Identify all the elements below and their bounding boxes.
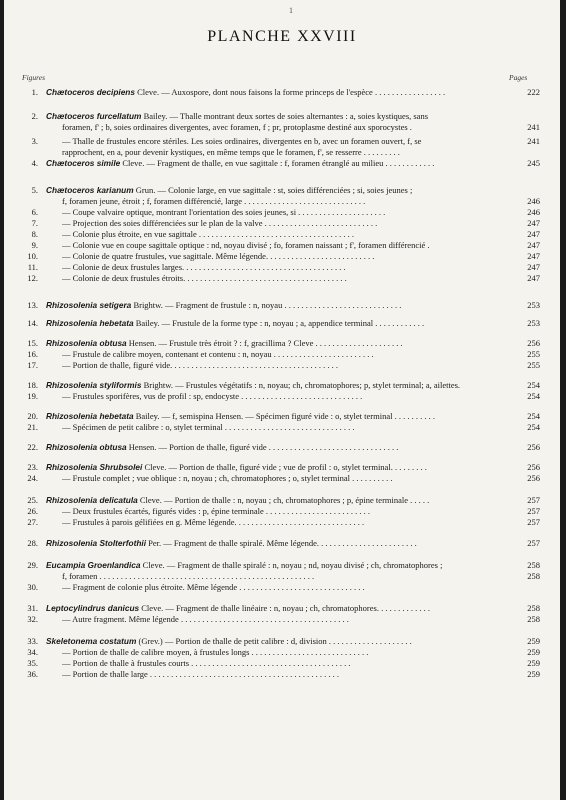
legend-description: — Portion de thalle à frustules courts . . . . . . . . . . . . . . . . . . . . . . . . . . . . . . . . . . . . . . xyxy=(62,658,351,668)
page-reference: 259 xyxy=(527,647,540,657)
species-name: Chætoceros karianum xyxy=(46,185,134,195)
legend-text xyxy=(46,318,496,329)
legend-description: Cleve. — Portion de thalle : n, noyau ; ch, chromatophores ; p, épine terminale . . . . . xyxy=(137,495,430,505)
figure-number: 3. xyxy=(31,136,38,146)
species-name: Chætoceros decipiens xyxy=(46,87,135,97)
figure-number: 19. xyxy=(27,391,38,401)
page-reference: 258 xyxy=(527,560,540,570)
legend-description: (Grev.) — Portion de thalle de petit calibre : d, division . . . . . . . . . . . . . . . . . . . . xyxy=(136,636,412,646)
figure-number: 5. xyxy=(31,185,38,195)
figure-number: 10. xyxy=(27,251,38,261)
page-reference: 222 xyxy=(527,87,540,97)
legend-description: — Colonie plus étroite, en vue sagittale . . . . . . . . . . . . . . . . . . . . . . . . . . . . . . . . . . . . . xyxy=(62,229,355,239)
legend-description: Bailey. — Frustule de la forme type : n, noyau ; a, appendice terminal . . . . . . . . . . . . xyxy=(133,318,425,328)
figure-number: 28. xyxy=(27,538,38,548)
legend-description: — Portion de thalle de calibre moyen, à frustules longs . . . . . . . . . . . . . . . . . . . . . . . . . . . . xyxy=(62,647,369,657)
legend-description: Bailey. — f, semispina Hensen. — Spécimen figuré vide : o, stylet terminal . . . . . . . . . . xyxy=(133,411,435,421)
legend-description: foramen, f' ; b, soies ordinaires divergentes, avec foramen, f ; pr, protoplasme destiné aux sporocystes . xyxy=(62,122,412,132)
species-name: Rhizosolenia setigera xyxy=(46,300,132,310)
legend-description: — Portion de thalle, figuré vide. . . . . . . . . . . . . . . . . . . . . . . . . . . . . . . . . . . . . . . . xyxy=(62,360,338,370)
legend-description: Per. — Fragment de thalle spiralé. Même légende. . . . . . . . . . . . . . . . . . . . . . . . xyxy=(146,538,417,548)
legend-text xyxy=(46,495,496,506)
page-reference: 253 xyxy=(527,318,540,328)
legend-text xyxy=(46,462,496,473)
page-reference: 255 xyxy=(527,349,540,359)
figure-number: 9. xyxy=(31,240,38,250)
legend-text xyxy=(62,240,512,251)
legend-description: — Spécimen de petit calibre : o, stylet terminal . . . . . . . . . . . . . . . . . . . . . . . . . . . . . . . xyxy=(62,422,355,432)
legend-description: — Frustule de calibre moyen, contenant et contenu : n, noyau . . . . . . . . . . . . . . . . . . . . . . . . xyxy=(62,349,374,359)
figure-number: 26. xyxy=(27,506,38,516)
species-name: Chætoceros simile xyxy=(46,158,121,168)
figure-number: 22. xyxy=(27,442,38,452)
page-reference: 257 xyxy=(527,517,540,527)
page-reference: 256 xyxy=(527,338,540,348)
legend-text xyxy=(46,87,496,98)
figure-number: 7. xyxy=(31,218,38,228)
figure-number: 34. xyxy=(27,647,38,657)
legend-text xyxy=(46,636,496,647)
page-reference: 253 xyxy=(527,300,540,310)
page-reference: 247 xyxy=(527,273,540,283)
legend-text xyxy=(62,229,512,240)
legend-text xyxy=(62,422,512,433)
page-reference: 257 xyxy=(527,538,540,548)
legend-text xyxy=(62,349,512,360)
legend-text xyxy=(62,571,496,582)
legend-description: — Projection des soies différenciées sur le plan de la valve . . . . . . . . . . . . . . . . . . . . . . . . . . . xyxy=(62,218,378,228)
legend-text xyxy=(62,147,496,158)
page-reference: 256 xyxy=(527,442,540,452)
species-name: Rhizosolenia Shrubsolei xyxy=(46,462,143,472)
page-reference: 247 xyxy=(527,229,540,239)
page-reference: 246 xyxy=(527,207,540,217)
figures-column-header: Figures xyxy=(22,73,46,82)
legend-description: Hensen. — Portion de thalle, figuré vide . . . . . . . . . . . . . . . . . . . . . . . . . . . . . . . xyxy=(126,442,399,452)
figure-number: 31. xyxy=(27,603,38,613)
figure-number: 15. xyxy=(27,338,38,348)
page-reference: 259 xyxy=(527,636,540,646)
legend-text xyxy=(62,582,512,593)
page-reference: 257 xyxy=(527,506,540,516)
page-reference: 255 xyxy=(527,360,540,370)
page-reference: 256 xyxy=(527,473,540,483)
figure-number: 4. xyxy=(31,158,38,168)
legend-text xyxy=(62,262,512,273)
page-reference: 259 xyxy=(527,669,540,679)
legend-description: Grun. — Colonie large, en vue sagittale : st, soies différenciées ; si, soies jeunes ; xyxy=(133,185,413,195)
page-reference: 259 xyxy=(527,658,540,668)
legend-description: — Colonie de quatre frustules, vue sagittale. Même légende. . . . . . . . . . . . . . . . . . . . . . . . . . xyxy=(62,251,375,261)
legend-text xyxy=(62,196,496,207)
page-reference: 241 xyxy=(527,136,540,146)
figure-number: 27. xyxy=(27,517,38,527)
species-name: Leptocylindrus danicus xyxy=(46,603,140,613)
figure-number: 30. xyxy=(27,582,38,592)
legend-description: Cleve. — Fragment de thalle linéaire : n, noyau ; ch, chromatophores. . . . . . . . . . . . . xyxy=(139,603,430,613)
legend-description: — Coupe valvaire optique, montrant l'orientation des soies jeunes, si . . . . . . . . . . . . . . . . . . . . . xyxy=(62,207,386,217)
figure-number: 23. xyxy=(27,462,38,472)
legend-text xyxy=(62,207,512,218)
legend-text xyxy=(62,647,512,658)
figure-number: 17. xyxy=(27,360,38,370)
figure-number: 33. xyxy=(27,636,38,646)
figure-number: 25. xyxy=(27,495,38,505)
legend-text xyxy=(46,603,496,614)
figure-number: 2. xyxy=(31,111,38,121)
species-name: Rhizosolenia hebetata xyxy=(46,318,134,328)
figure-number: 13. xyxy=(27,300,38,310)
legend-description: — Fragment de colonie plus étroite. Même légende . . . . . . . . . . . . . . . . . . . . . . . . . . . . . . xyxy=(62,582,365,592)
species-name: Rhizosolenia delicatula xyxy=(46,495,138,505)
plate-title: PLANCHE XXVIII xyxy=(207,28,357,45)
legend-text xyxy=(46,560,496,571)
legend-description: — Autre fragment. Même légende . . . . . . . . . . . . . . . . . . . . . . . . . . . . . . . . . . . . . . . . xyxy=(62,614,349,624)
species-name: Rhizosolenia hebetata xyxy=(46,411,134,421)
legend-text xyxy=(46,380,496,391)
species-name: Skeletonema costatum xyxy=(46,636,137,646)
figure-number: 8. xyxy=(31,229,38,239)
figure-number: 20. xyxy=(27,411,38,421)
document-page xyxy=(4,0,560,800)
species-name: Rhizosolenia obtusa xyxy=(46,338,127,348)
legend-text xyxy=(62,360,512,371)
figure-number: 24. xyxy=(27,473,38,483)
species-name: Rhizosolenia obtusa xyxy=(46,442,127,452)
legend-description: — Colonie de deux frustules larges. . . . . . . . . . . . . . . . . . . . . . . . . . . . . . . . . . . . . . . xyxy=(62,262,346,272)
page-reference: 245 xyxy=(527,158,540,168)
page-reference: 258 xyxy=(527,614,540,624)
legend-description: — Portion de thalle large . . . . . . . . . . . . . . . . . . . . . . . . . . . . . . . . . . . . . . . . . . . . . xyxy=(62,669,340,679)
figure-number: 16. xyxy=(27,349,38,359)
pages-column-header: Pages xyxy=(509,73,528,82)
figure-number: 6. xyxy=(31,207,38,217)
legend-description: rapprochent, en a, pour devenir kystiques, en même temps que le foramen, f', se resserre . . . . . . . . . xyxy=(62,147,400,157)
legend-text xyxy=(62,658,512,669)
legend-text xyxy=(62,669,512,680)
legend-description: — Frustules sporifères, vus de profil : sp, endocyste . . . . . . . . . . . . . . . . . . . . . . . . . . . . . xyxy=(62,391,363,401)
legend-text xyxy=(46,411,496,422)
page-reference: 247 xyxy=(527,251,540,261)
figure-number: 36. xyxy=(27,669,38,679)
legend-text xyxy=(62,614,512,625)
legend-text xyxy=(62,473,512,484)
page-mark: 1 xyxy=(289,6,293,15)
figure-number: 18. xyxy=(27,380,38,390)
page-reference: 254 xyxy=(527,380,540,390)
legend-text xyxy=(62,517,512,528)
page-reference: 241 xyxy=(527,122,540,132)
legend-text xyxy=(46,538,496,549)
legend-text xyxy=(62,506,512,517)
legend-text xyxy=(46,111,496,122)
figure-number: 11. xyxy=(27,262,38,272)
legend-description: Brightw. — Fragment de frustule : n, noyau . . . . . . . . . . . . . . . . . . . . . . . . . . . . xyxy=(131,300,402,310)
legend-description: Hensen. — Frustule très étroit ? : f, gracillima ? Cleve . . . . . . . . . . . . . . . . . . . . . xyxy=(126,338,403,348)
legend-text xyxy=(46,442,496,453)
legend-text xyxy=(46,158,496,169)
page-reference: 254 xyxy=(527,411,540,421)
legend-description: Brightw. — Frustules végétatifs : n, noyau; ch, chromatophores; p, stylet terminal; a, ailettes. xyxy=(141,380,461,390)
legend-text xyxy=(46,185,496,196)
legend-description: Cleve. — Portion de thalle, figuré vide ; vue de profil : o, stylet terminal. . . . . . . . . xyxy=(142,462,427,472)
species-name: Rhizosolenia styliformis xyxy=(46,380,142,390)
page-reference: 254 xyxy=(527,422,540,432)
page-reference: 258 xyxy=(527,603,540,613)
figure-number: 12. xyxy=(27,273,38,283)
species-name: Chætoceros furcellatum xyxy=(46,111,142,121)
legend-description: Cleve. — Fragment de thalle spiralé : n, noyau ; nd, noyau divisé ; ch, chromatophores ; xyxy=(140,560,443,570)
legend-text xyxy=(62,122,496,133)
legend-text xyxy=(46,338,496,349)
figure-number: 1. xyxy=(31,87,38,97)
legend-description: Bailey. — Thalle montrant deux sortes de soies alternantes : a, soies kystiques, sans xyxy=(141,111,429,121)
page-reference: 257 xyxy=(527,495,540,505)
page-reference: 256 xyxy=(527,462,540,472)
figure-number: 29. xyxy=(27,560,38,570)
legend-description: — Colonie de deux frustules étroits. . . . . . . . . . . . . . . . . . . . . . . . . . . . . . . . . . . . . . . xyxy=(62,273,347,283)
page-reference: 258 xyxy=(527,571,540,581)
legend-text xyxy=(62,136,512,147)
page-reference: 247 xyxy=(527,262,540,272)
legend-text xyxy=(46,300,496,311)
legend-text xyxy=(62,391,512,402)
page-reference: 247 xyxy=(527,240,540,250)
legend-description: — Colonie vue en coupe sagittale optique : nd, noyau divisé ; fo, foramen naissant ; f', foramen différencié . xyxy=(62,240,430,250)
page-reference: 246 xyxy=(527,196,540,206)
species-name: Eucampia Groenlandica xyxy=(46,560,141,570)
figure-number: 21. xyxy=(27,422,38,432)
species-name: Rhizosolenia Stolterfothii xyxy=(46,538,147,548)
legend-description: f, foramen jeune, étroit ; f, foramen différencié, large . . . . . . . . . . . . . . . . . . . . . . . . . . . . . xyxy=(62,196,366,206)
figure-number: 32. xyxy=(27,614,38,624)
legend-text xyxy=(62,218,512,229)
legend-description: f, foramen . . . . . . . . . . . . . . . . . . . . . . . . . . . . . . . . . . . . . . . . . . . . . . . . . . . xyxy=(62,571,315,581)
legend-description: Cleve. — Fragment de thalle, en vue sagittale : f, foramen étranglé au milieu . . . . . . . . . . . . xyxy=(120,158,435,168)
figure-number: 14. xyxy=(27,318,38,328)
legend-description: — Deux frustules écartés, figurés vides : p, épine terminale . . . . . . . . . . . . . . . . . . . . . . . . . xyxy=(62,506,371,516)
legend-description: Cleve. — Auxospore, dont nous faisons la forme princeps de l'espèce . . . . . . . . . . . . . . . . . xyxy=(135,87,446,97)
legend-text xyxy=(62,273,512,284)
legend-description: — Thalle de frustules encore stériles. Les soies ordinaires, divergentes en b, avec un foramen ouvert, f, se xyxy=(62,136,422,146)
legend-description: — Frustules à parois gélifiées en g. Même légende. . . . . . . . . . . . . . . . . . . . . . . . . . . . . . . xyxy=(62,517,365,527)
legend-text xyxy=(62,251,512,262)
page-reference: 254 xyxy=(527,391,540,401)
legend-description: — Frustule complet ; vue oblique : n, noyau ; ch, chromatophores ; o, stylet terminal . . . . . . . . . . xyxy=(62,473,393,483)
page-reference: 247 xyxy=(527,218,540,228)
figure-number: 35. xyxy=(27,658,38,668)
